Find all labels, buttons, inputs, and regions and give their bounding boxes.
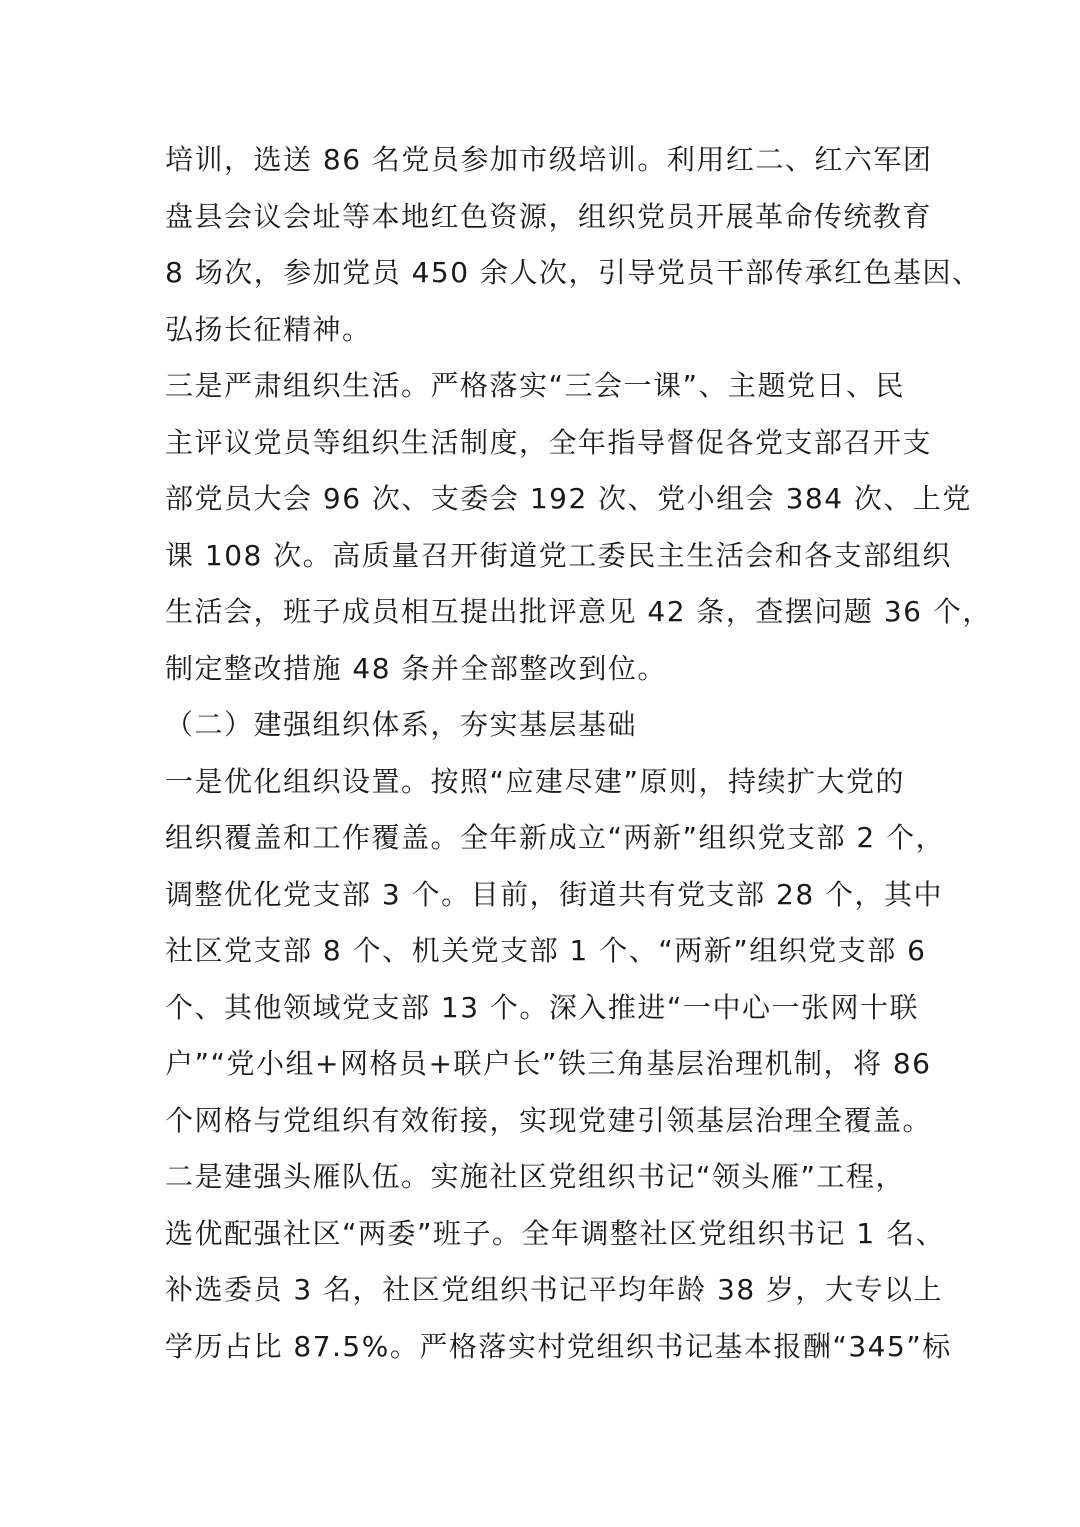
text-line-2: 盘县会议会址等本地红色资源，组织党员开展革命传统教育 [165, 199, 933, 233]
text-line-3: 8 场次，参加党员 450 余人次，引导党员干部传承红色基因、 [165, 256, 982, 289]
text-line-6: 主评议党员等组织生活制度，全年指导督促各党支部召开支 [165, 425, 933, 459]
text-line-9: 生活会，班子成员相互提出批评意见 42 条，查摆问题 36 个， [165, 595, 992, 628]
section-heading: （二）建强组织体系，夯实基层基础 [165, 708, 638, 741]
text-line-10: 制定整改措施 48 条并全部整改到位。 [165, 651, 667, 685]
text-line-7: 部党员大会 96 次、支委会 192 次、党小组会 384 次、上党 [165, 482, 972, 515]
text-line-17: 户”“党小组+网格员+联户长”铁三角基层治理机制，将 86 [165, 1047, 932, 1080]
text-line-20: 选优配强社区“两委”班子。全年调整社区党组织书记 1 名、 [165, 1216, 946, 1250]
document-body [165, 132, 992, 1375]
text-line-22: 学历占比 87.5%。严格落实村党组织书记基本报酬“345”标 [165, 1329, 952, 1363]
text-line-8: 课 108 次。高质量召开街道党工委民主生活会和各支部组织 [165, 538, 952, 572]
text-line-13: 组织覆盖和工作覆盖。全年新成立“两新”组织党支部 2 个， [165, 821, 946, 854]
text-line-5: 三是严肃组织生活。严格落实“三会一课”、主题党日、民 [165, 369, 906, 402]
text-line-19: 二是建强头雁队伍。实施社区党组织书记“领头雁”工程， [165, 1160, 906, 1193]
text-line-4: 弘扬长征精神。 [165, 312, 372, 346]
text-line-18: 个网格与党组织有效衔接，实现党建引领基层治理全覆盖。 [165, 1103, 933, 1137]
text-line-21: 补选委员 3 名，社区党组织书记平均年龄 38 岁，大专以上 [165, 1273, 944, 1306]
text-line-16: 个、其他领域党支部 13 个。深入推进“一中心一张网十联 [165, 990, 919, 1024]
text-line-15: 社区党支部 8 个、机关党支部 1 个、“两新”组织党支部 6 [165, 934, 927, 967]
text-line-14: 调整优化党支部 3 个。目前，街道共有党支部 28 个，其中 [165, 877, 944, 911]
text-line-1: 培训，选送 86 名党员参加市级培训。利用红二、红六军团 [165, 143, 933, 176]
text-line-12: 一是优化组织设置。按照“应建尽建”原则，持续扩大党的 [165, 764, 906, 798]
